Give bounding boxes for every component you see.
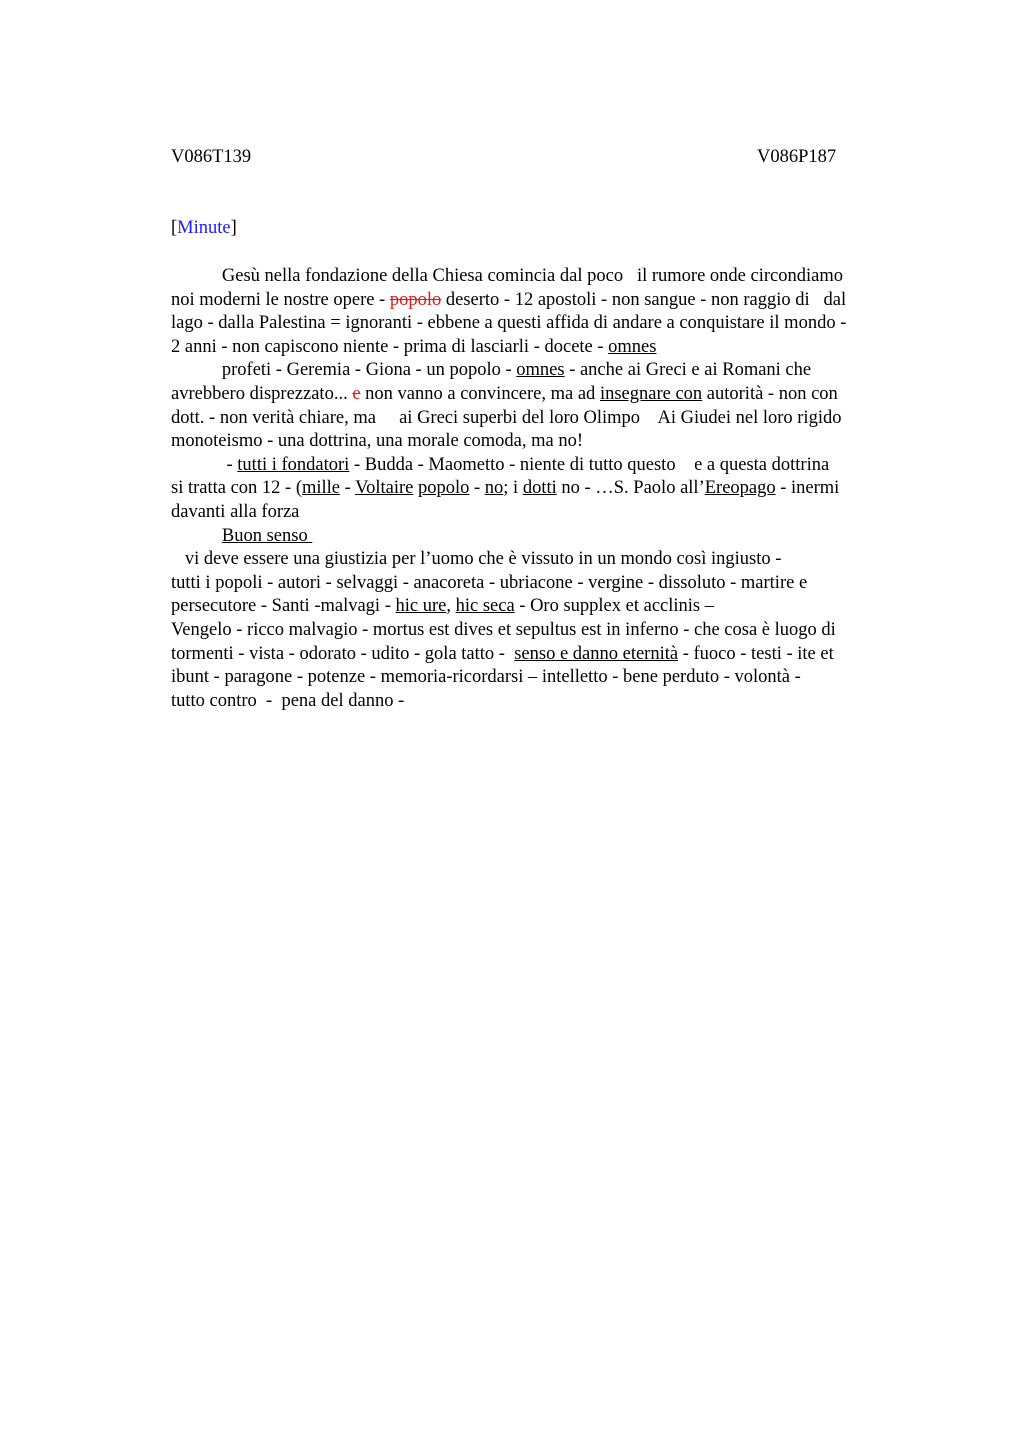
- text-line: [171, 595, 931, 619]
- text-segment: -: [469, 478, 485, 499]
- text-segment: ibunt - paragone - potenze - memoria-ricordarsi – intelletto - bene perduto - volontà -: [171, 667, 801, 688]
- text-segment: - fuoco - testi - ite et: [678, 643, 834, 664]
- underlined-text: Voltaire: [355, 478, 414, 499]
- text-segment: Vengelo - ricco malvagio - mortus est dives et sepultus est in inferno - che cosa è luogo di: [171, 619, 836, 640]
- text-segment: non vanno a convincere, ma ad: [360, 383, 600, 404]
- underlined-text: no: [484, 478, 504, 499]
- text-segment: noi moderni le nostre opere -: [171, 289, 390, 310]
- page-code-right: V086P187: [757, 147, 837, 167]
- text-segment: ; i: [503, 478, 523, 499]
- text-segment: vi deve essere una giustizia per l’uomo che è vissuto in un mondo così ingiusto -: [171, 549, 782, 570]
- text-line: [171, 572, 931, 596]
- text-segment: - Oro supplex et acclinis –: [514, 596, 714, 617]
- text-segment: persecutore - Santi -malvagi -: [171, 596, 396, 617]
- text-line: [171, 525, 931, 549]
- text-line: [171, 501, 931, 525]
- underlined-text: insegnare con: [599, 383, 703, 404]
- underlined-text: omnes: [516, 360, 565, 381]
- text-line: [171, 548, 931, 572]
- text-line: [171, 666, 931, 690]
- text-segment: tormenti - vista - odorato - udito - gola tatto -: [171, 643, 515, 664]
- document-code-left: V086T139: [171, 147, 252, 167]
- text-segment: tutto contro - pena del danno -: [171, 690, 405, 711]
- struck-text: e: [352, 383, 361, 404]
- section-label: [171, 217, 237, 241]
- text-line: [171, 312, 931, 336]
- underlined-text: popolo: [417, 478, 470, 499]
- text-line: [171, 383, 931, 407]
- text-line: [171, 289, 931, 313]
- text-line: [171, 359, 931, 383]
- text-line: [171, 690, 931, 714]
- text-segment: lago - dalla Palestina = ignoranti - ebbene a questi affida di andare a conquistare il mondo -: [171, 313, 847, 334]
- text-segment: no - …S. Paolo all’: [556, 478, 705, 499]
- text-line: [171, 336, 931, 360]
- bracket-open: [: [171, 218, 178, 238]
- text-segment: autorità - non con: [702, 383, 838, 404]
- text-line: [171, 265, 931, 289]
- text-segment: avrebbero disprezzato...: [171, 383, 353, 404]
- underlined-text: hic seca: [455, 596, 515, 617]
- text-segment: 2 anni - non capiscono niente - prima di lasciarli - docete -: [171, 336, 609, 357]
- body-text: [171, 265, 931, 713]
- underlined-text: Buon senso: [221, 525, 313, 546]
- section-label-text: Minute: [177, 218, 231, 238]
- text-line: [171, 430, 931, 454]
- text-segment: - inermi: [775, 478, 840, 499]
- underlined-text: Ereopago: [704, 478, 776, 499]
- text-segment: tutti i popoli - autori - selvaggi - anacoreta - ubriacone - vergine - dissoluto - martire e: [171, 572, 808, 593]
- text-segment: deserto - 12 apostoli - non sangue - non raggio di dal: [441, 289, 847, 310]
- text-segment: dott. - non verità chiare, ma ai Greci superbi del loro Olimpo Ai Giudei nel loro rigido: [171, 407, 842, 428]
- text-segment: -: [340, 478, 356, 499]
- text-segment: -: [171, 454, 238, 475]
- text-segment: monoteismo - una dottrina, una morale comoda, ma no!: [171, 431, 584, 452]
- underlined-text: hic ure: [395, 596, 447, 617]
- bracket-close: ]: [230, 218, 237, 238]
- text-line: [171, 477, 931, 501]
- underlined-text: dotti: [522, 478, 557, 499]
- text-line: [171, 454, 931, 478]
- text-segment: [171, 526, 222, 546]
- text-segment: davanti alla forza: [171, 501, 300, 522]
- text-segment: ,: [446, 596, 456, 617]
- underlined-text: senso e danno eternità: [514, 643, 679, 664]
- text-line: [171, 407, 931, 431]
- text-line: [171, 619, 931, 643]
- struck-text: popolo: [389, 289, 442, 310]
- underlined-text: omnes: [608, 336, 657, 357]
- text-line: [171, 643, 931, 667]
- text-segment: Gesù nella fondazione della Chiesa comincia dal poco il rumore onde circondiamo: [171, 266, 843, 286]
- underlined-text: mille: [302, 478, 341, 499]
- text-segment: profeti - Geremia - Giona - un popolo -: [171, 360, 517, 381]
- text-segment: si tratta con 12 - (: [171, 478, 302, 499]
- text-segment: - anche ai Greci e ai Romani che: [564, 360, 812, 381]
- text-segment: - Budda - Maometto - niente di tutto questo e a questa dottrina: [349, 454, 830, 475]
- underlined-text: tutti i fondatori: [237, 454, 350, 475]
